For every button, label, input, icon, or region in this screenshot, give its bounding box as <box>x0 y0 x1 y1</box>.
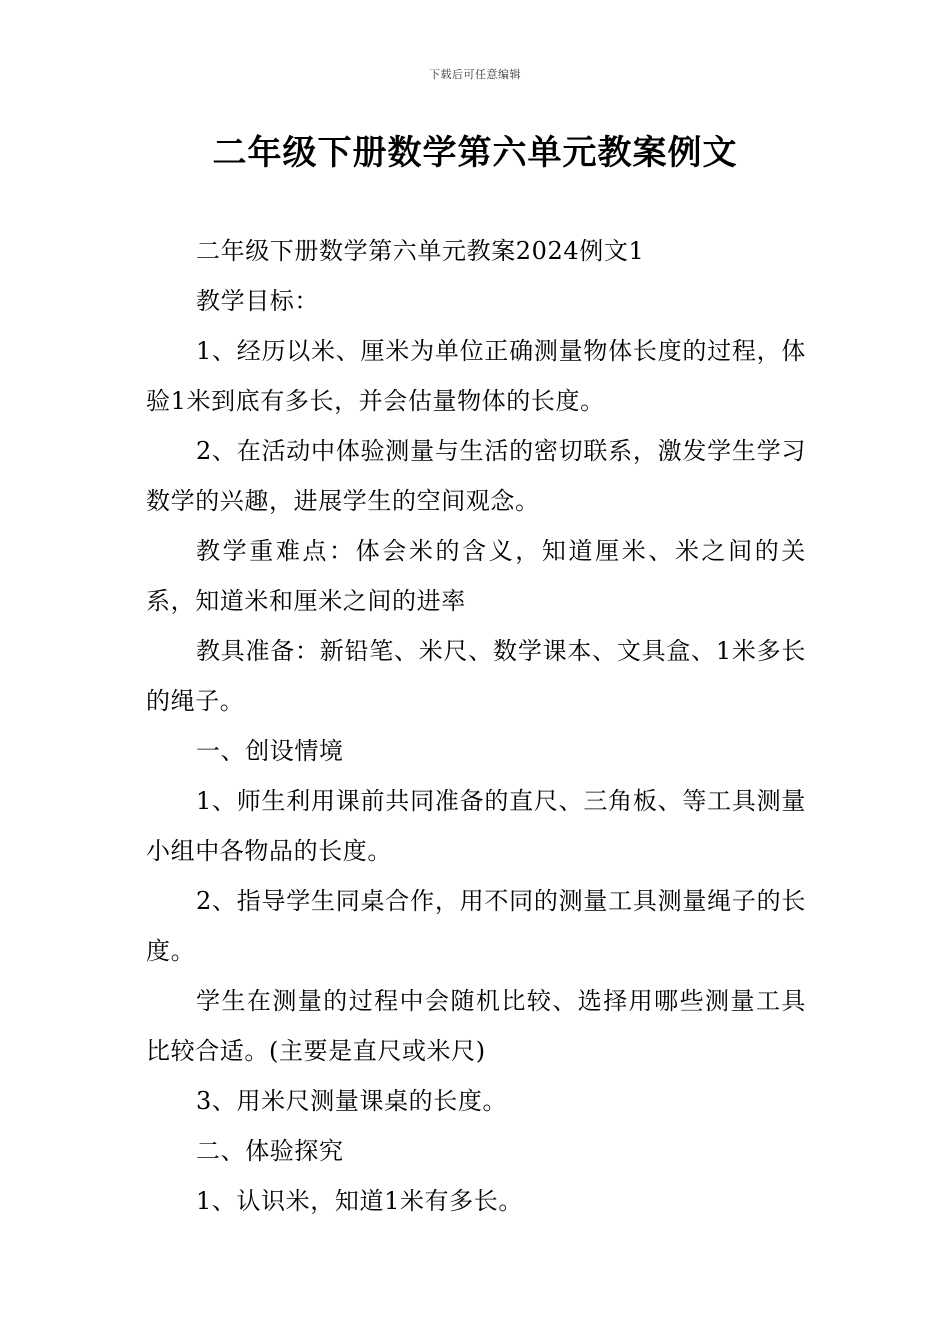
paragraph-subtitle: 二年级下册数学第六单元教案2024例文1 <box>196 237 645 265</box>
section-heading-1: 一、创设情境 <box>196 737 344 765</box>
document-title: 二年级下册数学第六单元教案例文 <box>212 133 738 173</box>
paragraph-step-1-3: 3、用米尺测量课桌的长度。 <box>196 1087 508 1115</box>
paragraph-step-2-1: 1、认识米，知道1米有多长。 <box>196 1187 523 1215</box>
header-note: 下载后可任意编辑 <box>429 68 521 81</box>
paragraph-materials: 教具准备：新铅笔、米尺、数学课本、文具盒、1米多长的绳子。 <box>146 637 806 715</box>
paragraph-objective-1: 1、经历以米、厘米为单位正确测量物体长度的过程，体验1米到底有多长，并会估量物体的长度。 <box>146 337 806 415</box>
paragraph-step-1-2: 2、指导学生同桌合作，用不同的测量工具测量绳子的长度。 <box>146 887 806 965</box>
paragraph-objectives-heading: 教学目标： <box>196 287 319 315</box>
paragraph-step-1-1: 1、师生利用课前共同准备的直尺、三角板、等工具测量小组中各物品的长度。 <box>146 787 806 865</box>
section-heading-2: 二、体验探究 <box>196 1137 344 1165</box>
document-body <box>146 226 806 1226</box>
paragraph-objective-2: 2、在活动中体验测量与生活的密切联系，激发学生学习数学的兴趣，进展学生的空间观念。 <box>146 437 806 515</box>
paragraph-key-points: 教学重难点：体会米的含义，知道厘米、米之间的关系，知道米和厘米之间的进率 <box>146 537 806 615</box>
paragraph-step-1-note: 学生在测量的过程中会随机比较、选择用哪些测量工具比较合适。(主要是直尺或米尺) <box>146 987 806 1065</box>
